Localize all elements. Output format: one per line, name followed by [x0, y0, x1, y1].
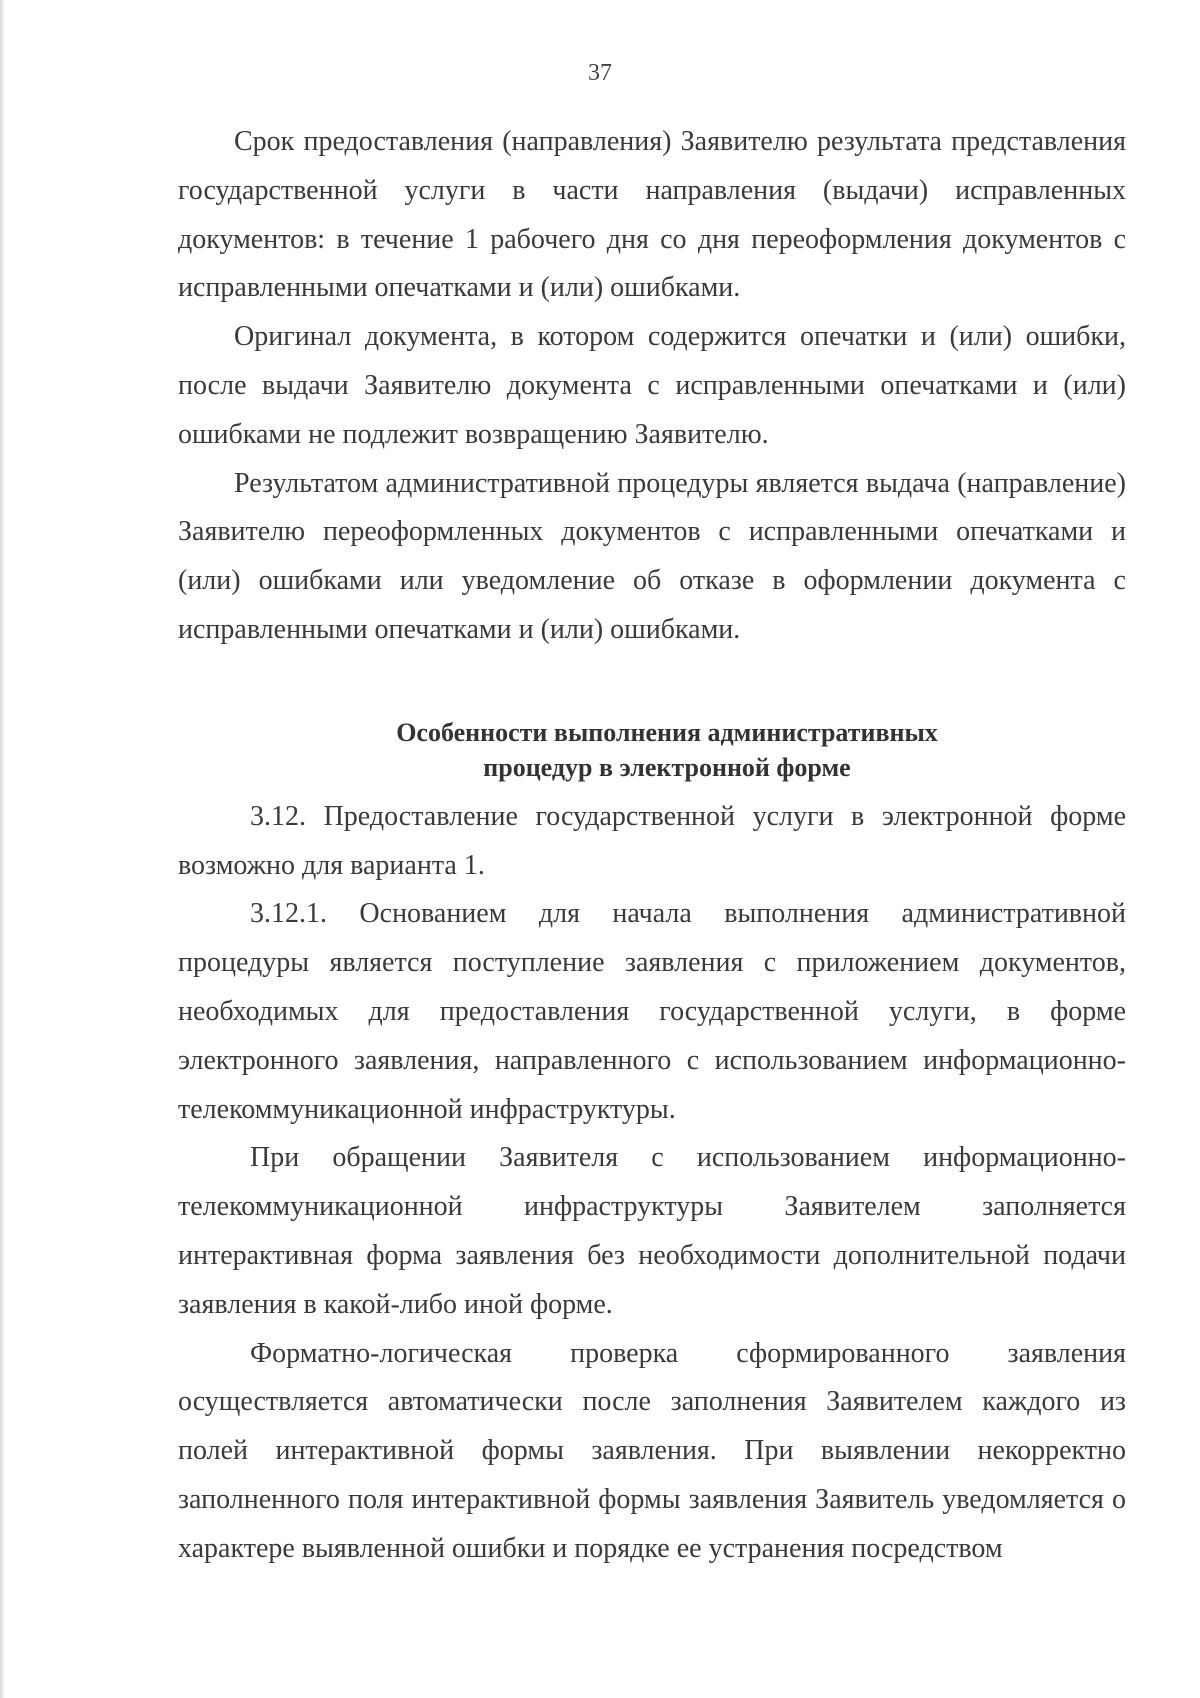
- page-edge: [0, 0, 4, 1698]
- document-body: [178, 118, 1126, 1574]
- section-heading: [178, 715, 1126, 785]
- paragraph-3-12: 3.12. Предоставление государственной услуги в электронной форме возможно для варианта 1.: [178, 800, 1126, 881]
- paragraph-3-12-1: 3.12.1. Основанием для начала выполнения административной процедуры является поступление заявления с приложением документов, необходимых для предоставления государственной услуги, в форме электронного заявления, направленного с использованием информационно-телекоммуникационной инфраструктуры.: [178, 898, 1126, 1125]
- paragraph-applicant-request: При обращении Заявителя с использованием информационно-телекоммуникационной инфраструктуры Заявителем заполняется интерактивная форма заявления без необходимости дополнительной подачи заявления в какой-либо иной форме.: [178, 1142, 1126, 1320]
- paragraph-format-check: Форматно-логическая проверка сформированного заявления осуществляется автоматически после заполнения Заявителем каждого из полей интерактивной формы заявления. При выявлении некорректно заполненного поля интерактивной формы заявления Заявитель уведомляется о характере выявленной ошибки и порядке ее устранения посредством: [178, 1337, 1126, 1564]
- section-heading-line-2: процедур в электронной форме: [483, 752, 851, 782]
- section-heading-line-1: Особенности выполнения административных: [396, 717, 938, 747]
- page-number: 37: [588, 60, 612, 86]
- paragraph-result-deadline: Срок предоставления (направления) Заявителю результата представления государственной услуги в части направления (выдачи) исправленных документов: в течение 1 рабочего дня со дня переоформления документов с исправленными опечатками и (или) ошибками.: [178, 126, 1126, 304]
- paragraph-original-document: Оригинал документа, в котором содержится опечатки и (или) ошибки, после выдачи Заявителю документа с исправленными опечатками и (или) ошибками не подлежит возвращению Заявителю.: [178, 321, 1126, 450]
- paragraph-procedure-result: Результатом административной процедуры является выдача (направление) Заявителю переоформленных документов с исправленными опечатками и (или) ошибками или уведомление об отказе в оформлении документа с исправленными опечатками и (или) ошибками.: [178, 467, 1126, 645]
